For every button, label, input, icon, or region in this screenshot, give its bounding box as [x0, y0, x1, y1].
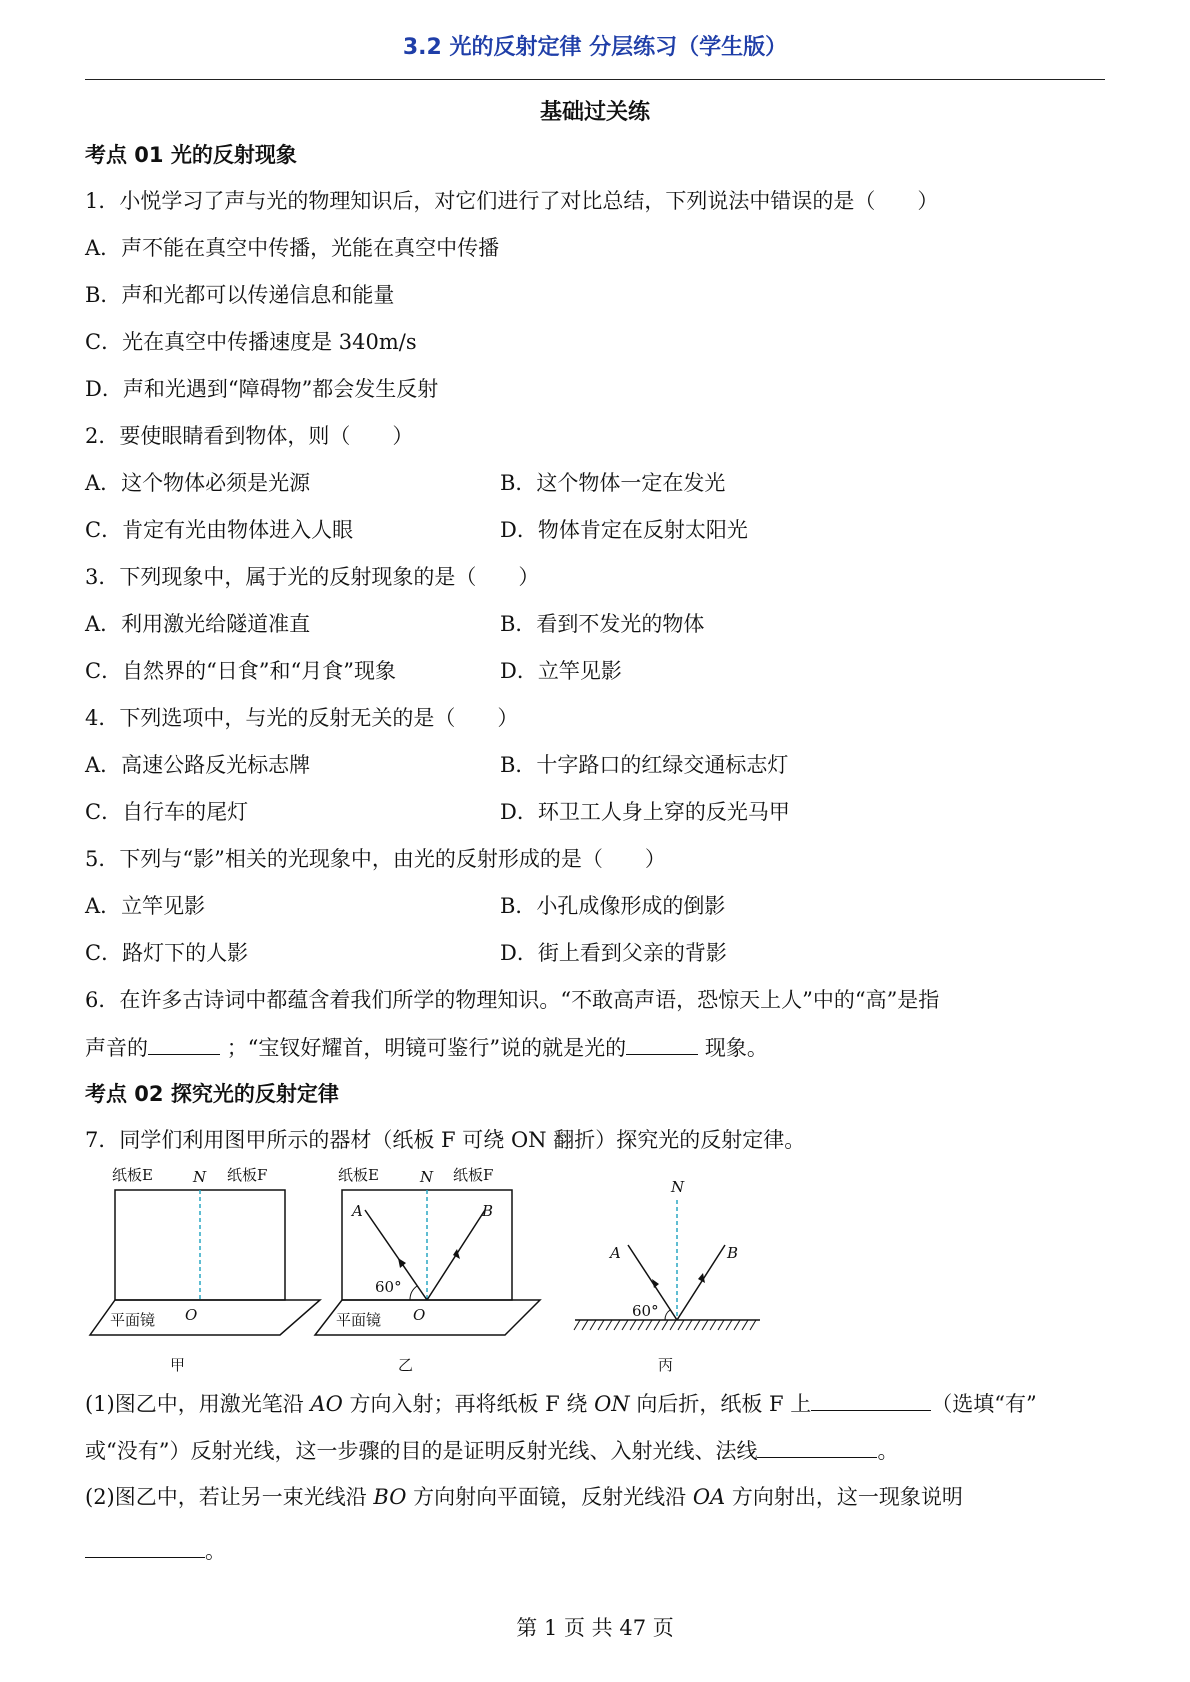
caption-yi: 乙: [398, 1356, 414, 1374]
question-3-stem: 3．下列现象中，属于光的反射现象的是（ ）: [85, 565, 540, 589]
q7-p1-ao: AO: [310, 1392, 343, 1416]
label-normal-n: N: [193, 1168, 207, 1186]
question-7-part-1-line-1: [85, 1388, 1037, 1419]
label-point-o: O: [185, 1306, 198, 1324]
q7-p1-text-c: 向后折，纸板 F 上: [629, 1392, 812, 1416]
question-1-option-a: A．声不能在真空中传播，光能在真空中传播: [85, 236, 500, 260]
question-5-option-a: A．立竿见影: [85, 894, 206, 918]
question-5-stem: 5．下列与“影”相关的光现象中，由光的反射形成的是（ ）: [85, 847, 666, 871]
q7-p3-text-c: 方向射出，这一现象说明: [725, 1485, 963, 1509]
label-board-f: 纸板F: [227, 1166, 268, 1184]
label-point-b-yi: B: [482, 1202, 494, 1220]
question-5-option-b: B．小孔成像形成的倒影: [500, 894, 726, 918]
label-point-b-bing: B: [727, 1244, 739, 1262]
question-1-option-c: C．光在真空中传播速度是 340m/s: [85, 330, 417, 354]
question-4-option-d: D．环卫工人身上穿的反光马甲: [500, 800, 790, 824]
question-5-option-c: C．路灯下的人影: [85, 941, 249, 965]
question-6-text-a: 声音的: [85, 1036, 148, 1060]
header-divider: [85, 79, 1105, 80]
q7-p3-bo: BO: [373, 1485, 407, 1509]
label-mirror: 平面镜: [110, 1311, 156, 1329]
label-mirror-yi: 平面镜: [336, 1311, 382, 1329]
reflection-experiment-figure: [80, 1160, 780, 1380]
question-2-stem: 2．要使眼睛看到物体，则（ ）: [85, 424, 414, 448]
topic-heading-02: 考点 02 探究光的反射定律: [85, 1082, 339, 1106]
answer-blank-5[interactable]: [85, 1535, 205, 1558]
figure-yi: [315, 1166, 540, 1374]
label-point-a-yi: A: [352, 1202, 363, 1220]
q7-p1-text-a: (1)图乙中，用激光笔沿: [85, 1392, 311, 1416]
label-board-e-yi: 纸板E: [338, 1166, 379, 1184]
question-3-option-b: B．看到不发光的物体: [500, 612, 705, 636]
answer-blank-4[interactable]: [757, 1435, 877, 1458]
label-angle-yi: 60°: [375, 1278, 402, 1296]
question-4-option-c: C．自行车的尾灯: [85, 800, 249, 824]
answer-blank-1[interactable]: [148, 1032, 220, 1055]
q7-p4-text: 。: [205, 1539, 226, 1563]
figure-bing: [574, 1178, 760, 1374]
label-angle-bing: 60°: [632, 1302, 659, 1320]
question-7-part-2-line-2: [85, 1535, 226, 1566]
question-2-option-a: A．这个物体必须是光源: [85, 471, 311, 495]
question-6-line-2: [85, 1032, 768, 1063]
question-1-option-b: B．声和光都可以传递信息和能量: [85, 283, 395, 307]
label-point-a-bing: A: [610, 1244, 621, 1262]
label-normal-n-bing: N: [671, 1178, 685, 1196]
q7-p3-text-a: (2)图乙中，若让另一束光线沿: [85, 1485, 374, 1509]
document-title: 3.2 光的反射定律 分层练习（学生版）: [402, 35, 788, 60]
question-7-stem: 7．同学们利用图甲所示的器材（纸板 F 可绕 ON 翻折）探究光的反射定律。: [85, 1128, 806, 1152]
question-7-part-2-line-1: [85, 1482, 963, 1512]
q7-p2-text-b: 。: [877, 1439, 899, 1463]
answer-blank-2[interactable]: [626, 1032, 698, 1055]
q7-p1-text-d: （选填“有”: [931, 1392, 1037, 1416]
topic-heading-01: 考点 01 光的反射现象: [85, 143, 297, 167]
label-board-f-yi: 纸板F: [453, 1166, 494, 1184]
caption-bing: 丙: [658, 1356, 674, 1374]
q7-p1-text-b: 方向入射；再将纸板 F 绕: [342, 1392, 595, 1416]
question-6-line-1: 6．在许多古诗词中都蕴含着我们所学的物理知识。“不敢高声语，恐惊天上人”中的“高”是指: [85, 988, 940, 1012]
q7-p2-text-a: 或“没有”）反射光线，这一步骤的目的是证明反射光线、入射光线、法线: [85, 1439, 758, 1463]
question-1-option-d: D．声和光遇到“障碍物”都会发生反射: [85, 377, 439, 401]
answer-blank-3[interactable]: [811, 1388, 931, 1411]
caption-jia: 甲: [170, 1356, 186, 1374]
question-6-text-b: ；“宝钗好耀首，明镜可鉴行”说的就是光的: [226, 1036, 627, 1060]
section-title: 基础过关练: [539, 100, 650, 125]
question-3-option-c: C．自然界的“日食”和“月食”现象: [85, 659, 397, 683]
question-4-option-a: A．高速公路反光标志牌: [85, 753, 311, 777]
question-2-option-c: C．肯定有光由物体进入人眼: [85, 518, 354, 542]
question-3-option-a: A．利用激光给隧道准直: [85, 612, 311, 636]
question-4-option-b: B．十字路口的红绿交通标志灯: [500, 753, 789, 777]
q7-p3-oa: OA: [692, 1485, 726, 1509]
q7-p3-text-b: 方向射向平面镜，反射光线沿: [406, 1485, 693, 1509]
question-5-option-d: D．街上看到父亲的背影: [500, 941, 727, 965]
question-1-stem: 1．小悦学习了声与光的物理知识后，对它们进行了对比总结，下列说法中错误的是（ ）: [85, 189, 939, 213]
question-4-stem: 4．下列选项中，与光的反射无关的是（ ）: [85, 706, 519, 730]
question-3-option-d: D．立竿见影: [500, 659, 622, 683]
label-point-o-yi: O: [413, 1306, 426, 1324]
page-footer: 第 1 页 共 47 页: [516, 1616, 674, 1640]
question-2-option-b: B．这个物体一定在发光: [500, 471, 726, 495]
label-normal-n-yi: N: [420, 1168, 434, 1186]
label-board-e: 纸板E: [112, 1166, 153, 1184]
question-7-part-1-line-2: [85, 1435, 898, 1466]
q7-p1-on: ON: [594, 1392, 630, 1416]
figure-jia: [90, 1166, 320, 1374]
question-2-option-d: D．物体肯定在反射太阳光: [500, 518, 748, 542]
question-6-text-c: 现象。: [704, 1036, 768, 1060]
